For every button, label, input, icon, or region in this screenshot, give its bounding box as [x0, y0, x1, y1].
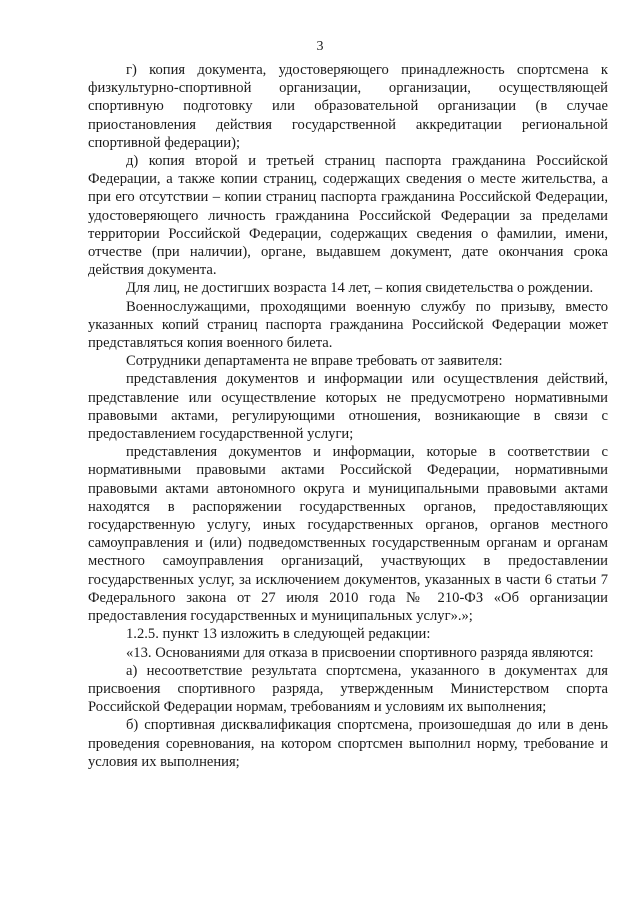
- paragraph-military: Военнослужащими, проходящими военную службу по призыву, вместо указанных копий страниц паспорта гражданина Российской Федерации может представляться копия военного билета.: [88, 298, 608, 352]
- paragraph-item-g: г) копия документа, удостоверяющего принадлежность спортсмена к физкультурно-спортивной организации, организации, осуществляющей спортивную подготовку или образовательной организации (в случае приостановления действия государственной аккредитации региональной спортивной федерации);: [88, 62, 608, 151]
- paragraph-restriction-1: представления документов и информации или осуществления действий, представление или осуществление которых не предусмотрено нормативными правовыми актами, регулирующими отношения, возникающие в связи с предоставлением государственной услуги;: [88, 371, 608, 443]
- paragraph-item-a: а) несоответствие результата спортсмена, указанного в документах для присвоения спортивного разряда, утвержденным Министерством спорта Российской Федерации нормам, требованиям и условиям их выполнения;: [88, 662, 608, 716]
- paragraph-restriction-2: представления документов и информации, которые в соответствии с нормативными правовыми актами Российской Федерации, нормативными правовыми актами автономного округа и муниципальными правовыми актами находятся в распоряжении государственных органов, предоставляющих государственную услугу, иных государственных органов, органов местного самоуправления и (или) подведомственных государственным органам и органам местного самоуправления организаций, участвующих в предоставлении государственных услуг, за исключением документов, указанных в части 6 статьи 7 Федерального закона от 27 июля 2010 года № 210-ФЗ «Об организации предоставления государственных и муниципальных услуг».»;: [88, 444, 608, 625]
- paragraph-minors: Для лиц, не достигших возраста 14 лет, – копия свидетельства о рождении.: [126, 280, 594, 297]
- paragraph-staff-restrictions: Сотрудники департамента не вправе требовать от заявителя:: [126, 353, 503, 370]
- paragraph-clause-1-2-5: 1.2.5. пункт 13 изложить в следующей редакции:: [126, 626, 431, 643]
- paragraph-item-d: д) копия второй и третьей страниц паспорта гражданина Российской Федерации, а также копии страниц, содержащих сведения о месте жительства, а при его отсутствии – копии страниц паспорта гражданина Российской Федерации, удостоверяющего личность гражданина Российской Федерации за пределами территории Российской Федерации, содержащих сведения о фамилии, имени, отчестве (при наличии), органе, выдавшем документ, дате окончания срока действия документа.: [88, 153, 608, 279]
- document-body: [88, 61, 608, 771]
- paragraph-item-b: б) спортивная дисквалификация спортсмена, произошедшая до или в день проведения соревнования, на котором спортсмен выполнил норму, требование и условия их выполнения;: [88, 717, 608, 770]
- paragraph-clause-13: «13. Основаниями для отказа в присвоении спортивного разряда являются:: [126, 644, 594, 661]
- page-number: 3: [316, 39, 324, 54]
